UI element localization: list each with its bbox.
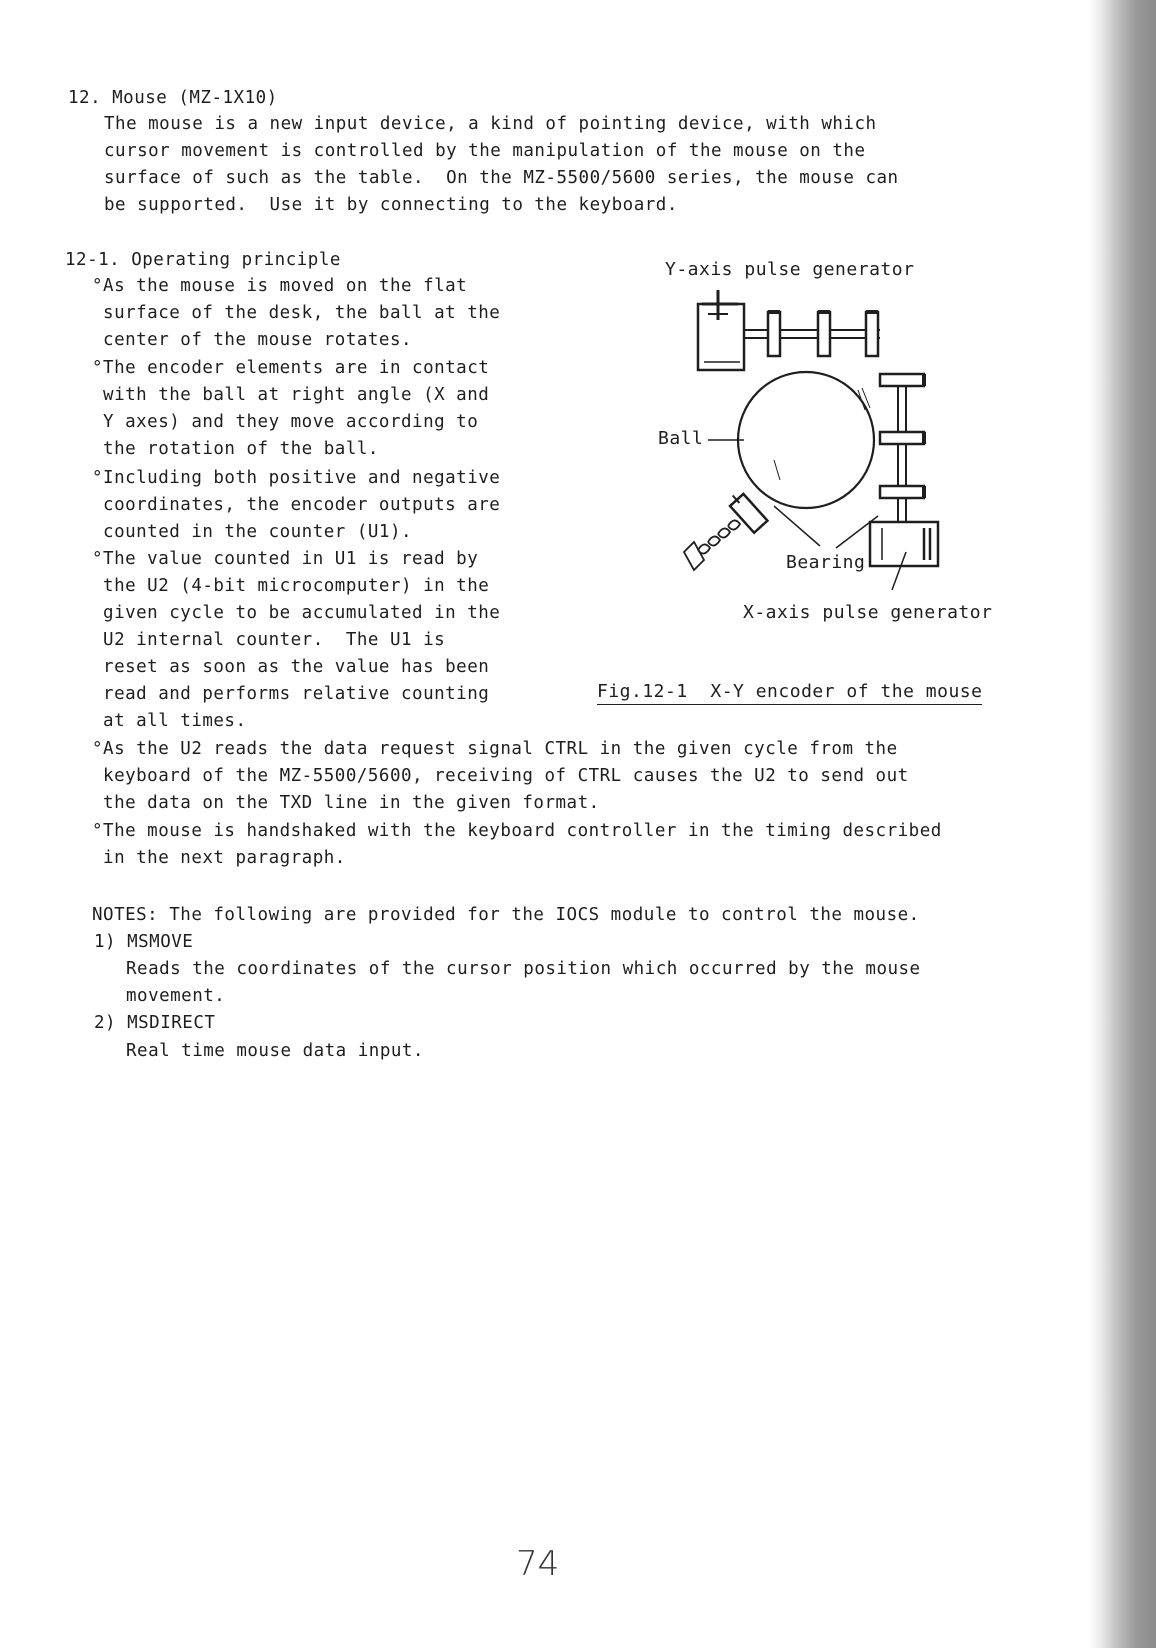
ball [738, 372, 874, 508]
paragraph-mouse-moved: °As the mouse is moved on the flat surface of the desk, the ball at the center of the mouse rotates. [92, 276, 501, 350]
label-y-axis-pulse-generator: Y-axis pulse generator [665, 259, 915, 280]
paragraph-coordinates: °Including both positive and negative coordinates, the encoder outputs are counted in the counter (U1). [92, 468, 501, 542]
page-number: 74 [516, 1544, 560, 1584]
y-roller-1 [768, 312, 780, 356]
paragraph-ctrl-signal: °As the U2 reads the data request signal CTRL in the given cycle from the keyboard of the MZ-5500/5600, receiving of CTRL causes the U2 to send out the data on the TXD line in the given format. [92, 739, 909, 813]
x-roller-3 [880, 486, 924, 498]
note-desc-msdirect: Real time mouse data input. [126, 1041, 424, 1061]
figure-caption: Fig.12-1 X-Y encoder of the mouse [597, 681, 982, 705]
paragraph-u1-counter: °The value counted in U1 is read by the U2 (4-bit microcomputer) in the given cycle to be accumulated in the U2 internal counter. The U1 is reset as soon as the value has been read and performs relative counting at all times. [92, 549, 501, 731]
bearing-roller [726, 489, 767, 532]
spring [698, 520, 740, 553]
subsection-title: 12-1. Operating principle [65, 250, 341, 270]
label-ball: Ball [658, 428, 704, 449]
x-roller-2 [880, 432, 924, 444]
paragraph-encoder-elements: °The encoder elements are in contact with the ball at right angle (X and Y axes) and they move according to the rotation of the ball. [92, 358, 490, 459]
note-item-msmove: 1) MSMOVE [94, 932, 194, 952]
note-desc-msmove: Reads the coordinates of the cursor position which occurred by the mouse movement. [126, 959, 921, 1006]
label-bearing: Bearing [786, 552, 866, 573]
paragraph-handshake: °The mouse is handshaked with the keyboard controller in the timing described in the next paragraph. [92, 821, 942, 868]
y-roller-2 [818, 312, 830, 356]
x-roller-1 [880, 374, 924, 386]
page-edge-shadow [1088, 0, 1156, 1648]
section-title: 12. Mouse (MZ-1X10) [68, 88, 278, 108]
y-roller-3 [866, 312, 878, 356]
notes-intro: NOTES: The following are provided for the IOCS module to control the mouse. [92, 905, 920, 925]
note-item-msdirect: 2) MSDIRECT [94, 1013, 216, 1033]
label-x-axis-pulse-generator: X-axis pulse generator [743, 602, 993, 623]
ball-leader-line [708, 438, 744, 442]
intro-paragraph: The mouse is a new input device, a kind of pointing device, with which cursor movement is controlled by the manipulation of the mouse on the surface of such as the table. On the MZ-5500/5600 series, the mouse can be supported. Use it by connecting to the keyboard. [104, 114, 899, 215]
